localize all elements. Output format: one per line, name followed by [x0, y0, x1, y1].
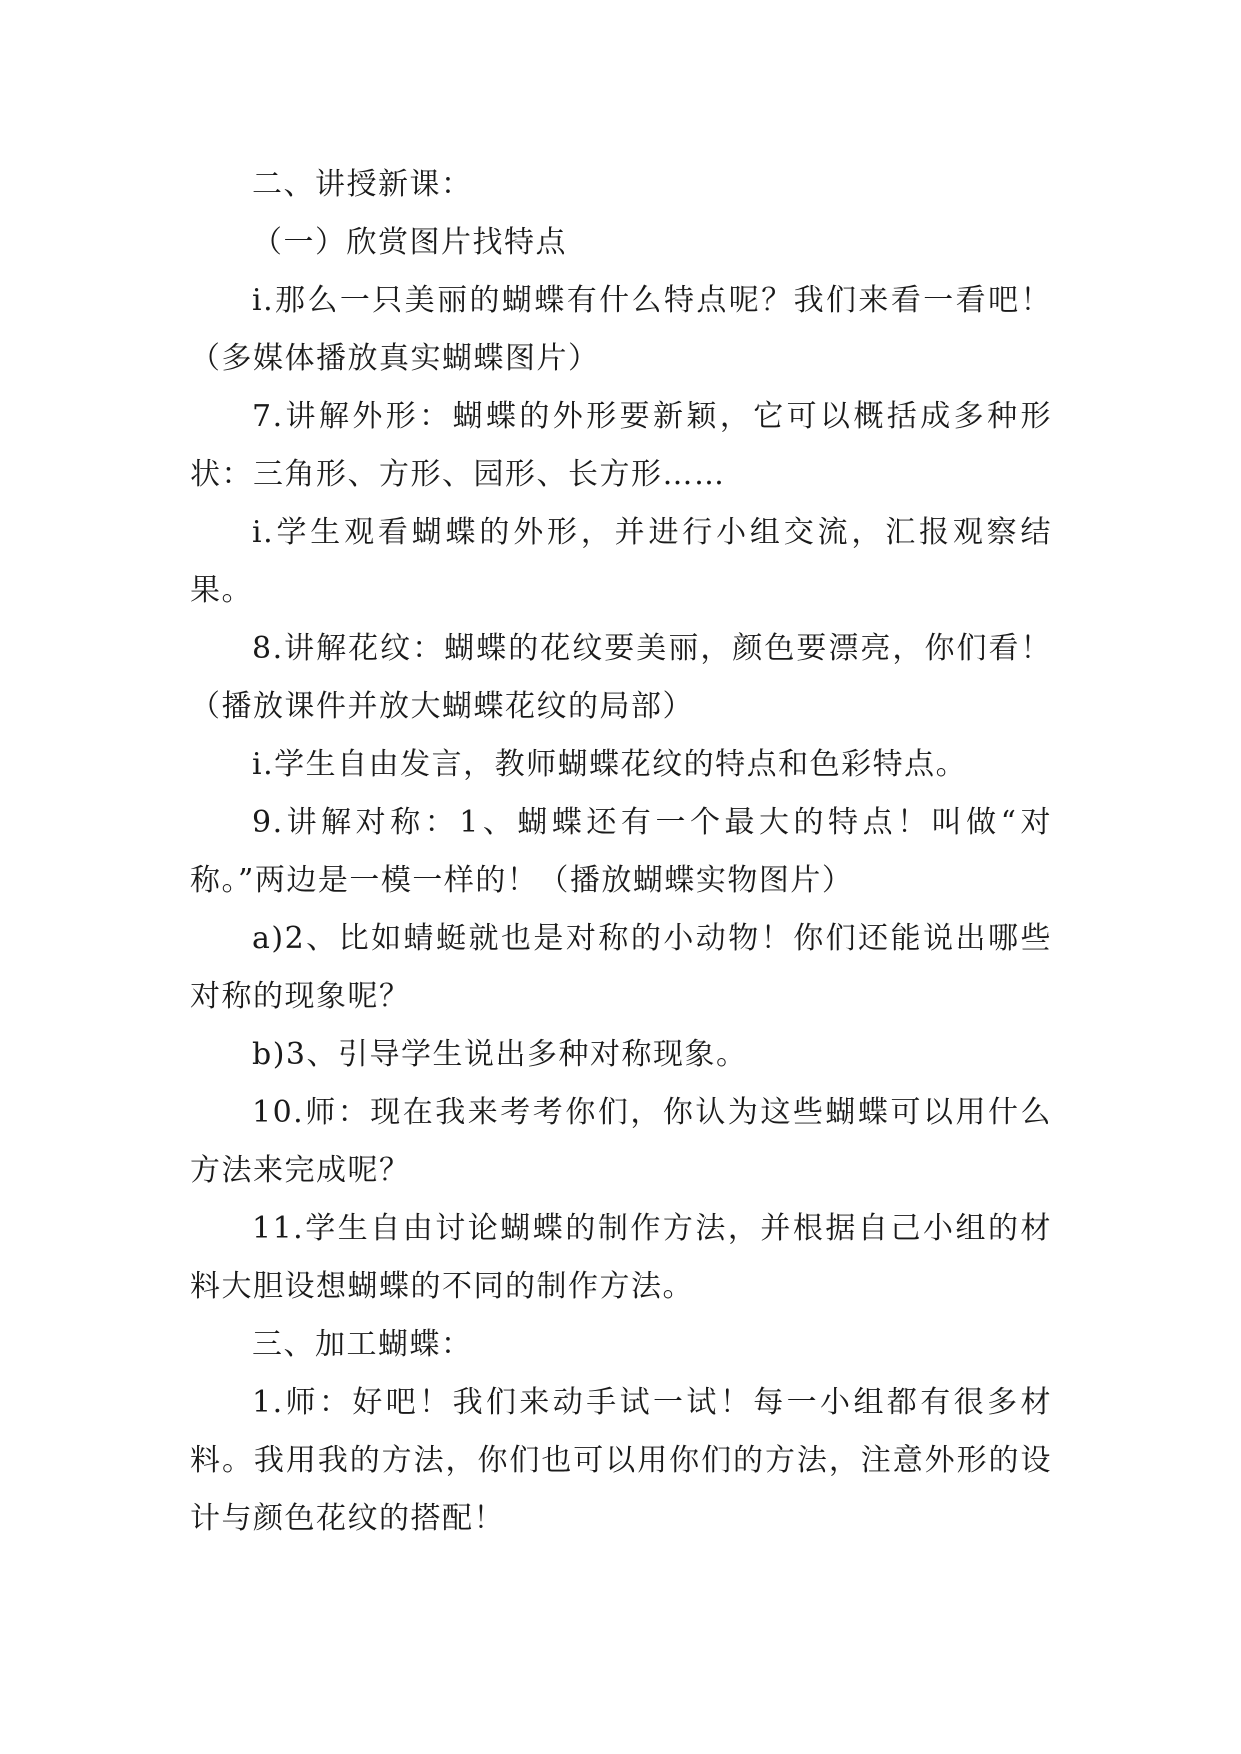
paragraph: 11.学生自由讨论蝴蝶的制作方法，并根据自己小组的材料大胆设想蝴蝶的不同的制作方法。 [190, 1211, 1052, 1304]
section-heading-process: 三、加工蝴蝶： [252, 1327, 473, 1362]
paragraph: i.那么一只美丽的蝴蝶有什么特点呢？我们来看一看吧！（多媒体播放真实蝴蝶图片） [190, 283, 1052, 376]
paragraph: 1.师：好吧！我们来动手试一试！每一小组都有很多材料。我用我的方法，你们也可以用你们的方法，注意外形的设计与颜色花纹的搭配！ [190, 1385, 1052, 1536]
paragraph: b)3、引导学生说出多种对称现象。 [252, 1037, 748, 1072]
paragraph: 7.讲解外形：蝴蝶的外形要新颖，它可以概括成多种形状：三角形、方形、园形、长方形…… [190, 399, 1052, 492]
subsection-heading: （一）欣赏图片找特点 [252, 225, 567, 260]
paragraph: 8.讲解花纹：蝴蝶的花纹要美丽，颜色要漂亮，你们看！（播放课件并放大蝴蝶花纹的局部） [190, 631, 1052, 724]
paragraph: i.学生自由发言，教师蝴蝶花纹的特点和色彩特点。 [252, 747, 968, 782]
paragraph: a)2、比如蜻蜓就也是对称的小动物！你们还能说出哪些对称的现象呢？ [190, 921, 1052, 1014]
paragraph: i.学生观看蝴蝶的外形，并进行小组交流，汇报观察结果。 [190, 515, 1052, 608]
paragraph: 9.讲解对称：1、蝴蝶还有一个最大的特点！叫做“对称。”两边是一模一样的！（播放蝴蝶实物图片） [190, 805, 1052, 898]
document-body [190, 156, 1052, 1548]
section-heading-new-lesson: 二、讲授新课： [252, 167, 473, 202]
paragraph: 10.师：现在我来考考你们，你认为这些蝴蝶可以用什么方法来完成呢？ [190, 1095, 1052, 1188]
